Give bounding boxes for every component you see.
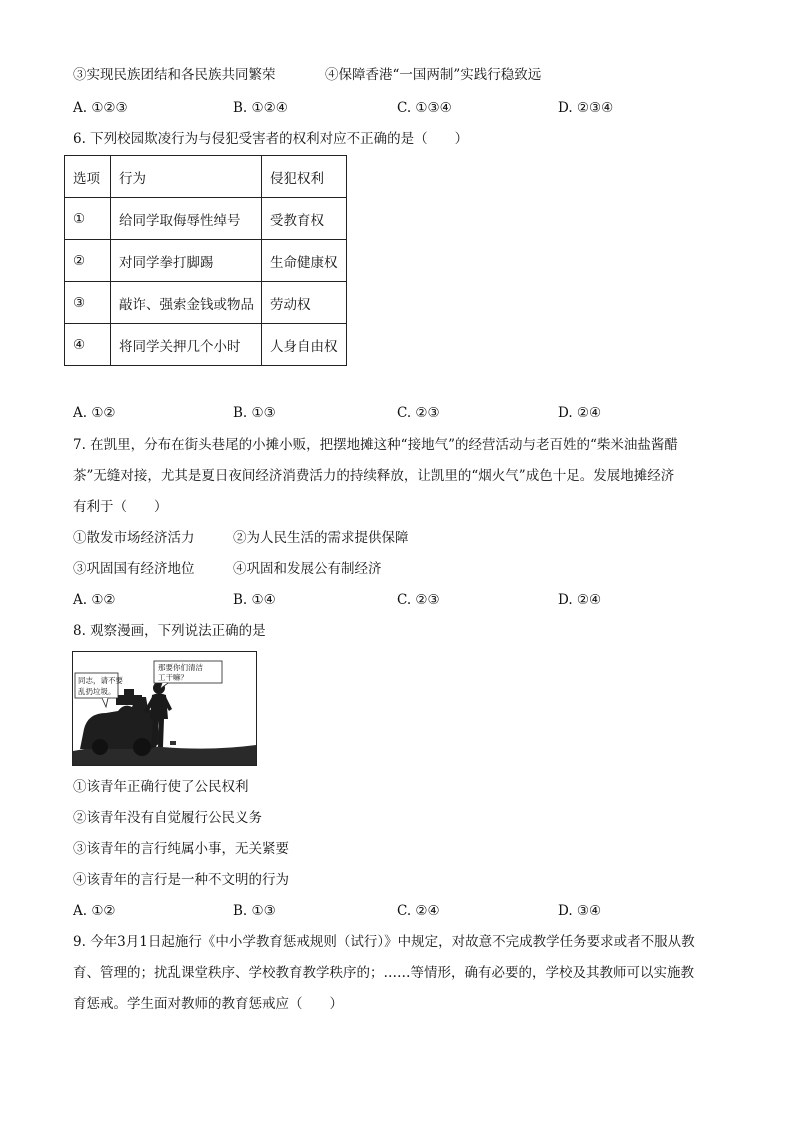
statement-4: ④该青年的言行是一种不文明的行为: [73, 872, 289, 888]
bubble-right-line: 那要你们清洁: [158, 663, 203, 672]
statement-1: ①散发市场经济活力: [73, 530, 195, 546]
question-9-stem-line: 9. 今年3月1日起施行《中小学教育惩戒规则（试行）》中规定，对故意不完成教学任务要求或者不服从教: [73, 934, 695, 950]
question-7-stem-line: 7. 在凯里，分布在街头巷尾的小摊小贩，把摆地摊这种“接地气”的经营活动与老百姓的“柴米油盐酱醋: [73, 437, 678, 453]
bubble-right-line: 工干嘛？: [158, 673, 188, 682]
table-cell: ①: [65, 198, 111, 240]
question-6-stem: 6. 下列校园欺凌行为与侵犯受害者的权利对应不正确的是（ ）: [73, 131, 469, 147]
statement-4: ④保障香港“一国两制”实践行稳致远: [325, 67, 542, 83]
option-c: C. ②③: [397, 405, 440, 421]
table-cell: 将同学关押几个小时: [111, 324, 262, 366]
table-cell: 给同学取侮辱性绰号: [111, 198, 262, 240]
table-header-cell: 选项: [65, 156, 111, 198]
litter-cartoon: [72, 651, 257, 766]
question-9-stem-line: 育、管理的；扰乱课堂秩序、学校教育教学秩序的；……等情形，确有必要的，学校及其教师可以实施教: [73, 965, 694, 981]
statement-1: ①该青年正确行使了公民权利: [73, 779, 249, 795]
question-7-stem-line: 茶”无缝对接，尤其是夏日夜间经济消费活力的持续释放，让凯里的“烟火气”成色十足。发展地摊经济: [73, 468, 675, 484]
table-cell: 对同学拳打脚踢: [111, 240, 262, 282]
option-a: A. ①②③: [73, 100, 128, 116]
table-row: [65, 240, 347, 282]
option-b: B. ①③: [233, 903, 276, 919]
option-d: D. ②③④: [558, 100, 614, 116]
table-cell: ③: [65, 282, 111, 324]
table-header-row: [65, 156, 347, 198]
table-cell: 生命健康权: [262, 240, 347, 282]
table-cell: ④: [65, 324, 111, 366]
table-cell: 人身自由权: [262, 324, 347, 366]
statement-2: ②为人民生活的需求提供保障: [233, 530, 409, 546]
option-d: D. ②④: [558, 592, 602, 608]
table-cell: ②: [65, 240, 111, 282]
table-row: [65, 324, 347, 366]
statement-3: ③实现民族团结和各民族共同繁荣: [73, 67, 276, 83]
table-header-cell: 侵犯权利: [262, 156, 347, 198]
option-c: C. ②④: [397, 903, 440, 919]
statement-2: ②该青年没有自觉履行公民义务: [73, 810, 262, 826]
table-row: [65, 282, 347, 324]
table-cell: 劳动权: [262, 282, 347, 324]
bubble-left-line: 乱扔垃圾。: [78, 687, 116, 696]
question-8-stem: 8. 观察漫画，下列说法正确的是: [73, 623, 266, 639]
option-c: C. ②③: [397, 592, 440, 608]
statement-3: ③巩固国有经济地位: [73, 561, 195, 577]
option-a: A. ①②: [73, 405, 116, 421]
option-d: D. ③④: [558, 903, 602, 919]
option-c: C. ①③④: [397, 100, 452, 116]
table-row: [65, 198, 347, 240]
option-a: A. ①②: [73, 903, 116, 919]
table-cell: 受教育权: [262, 198, 347, 240]
option-b: B. ①④: [233, 592, 276, 608]
question-7-stem-line: 有利于（ ）: [73, 499, 168, 515]
rights-table: [64, 155, 347, 366]
option-a: A. ①②: [73, 592, 116, 608]
option-b: B. ①③: [233, 405, 276, 421]
table-cell: 敲诈、强索金钱或物品: [111, 282, 262, 324]
question-9-stem-line: 育惩戒。学生面对教师的教育惩戒应（ ）: [73, 996, 343, 1012]
statement-3: ③该青年的言行纯属小事，无关紧要: [73, 841, 289, 857]
bubble-left-line: 同志，请不要: [78, 676, 123, 685]
table-header-cell: 行为: [111, 156, 262, 198]
option-d: D. ②④: [558, 405, 602, 421]
option-b: B. ①②④: [233, 100, 288, 116]
statement-4: ④巩固和发展公有制经济: [233, 561, 382, 577]
